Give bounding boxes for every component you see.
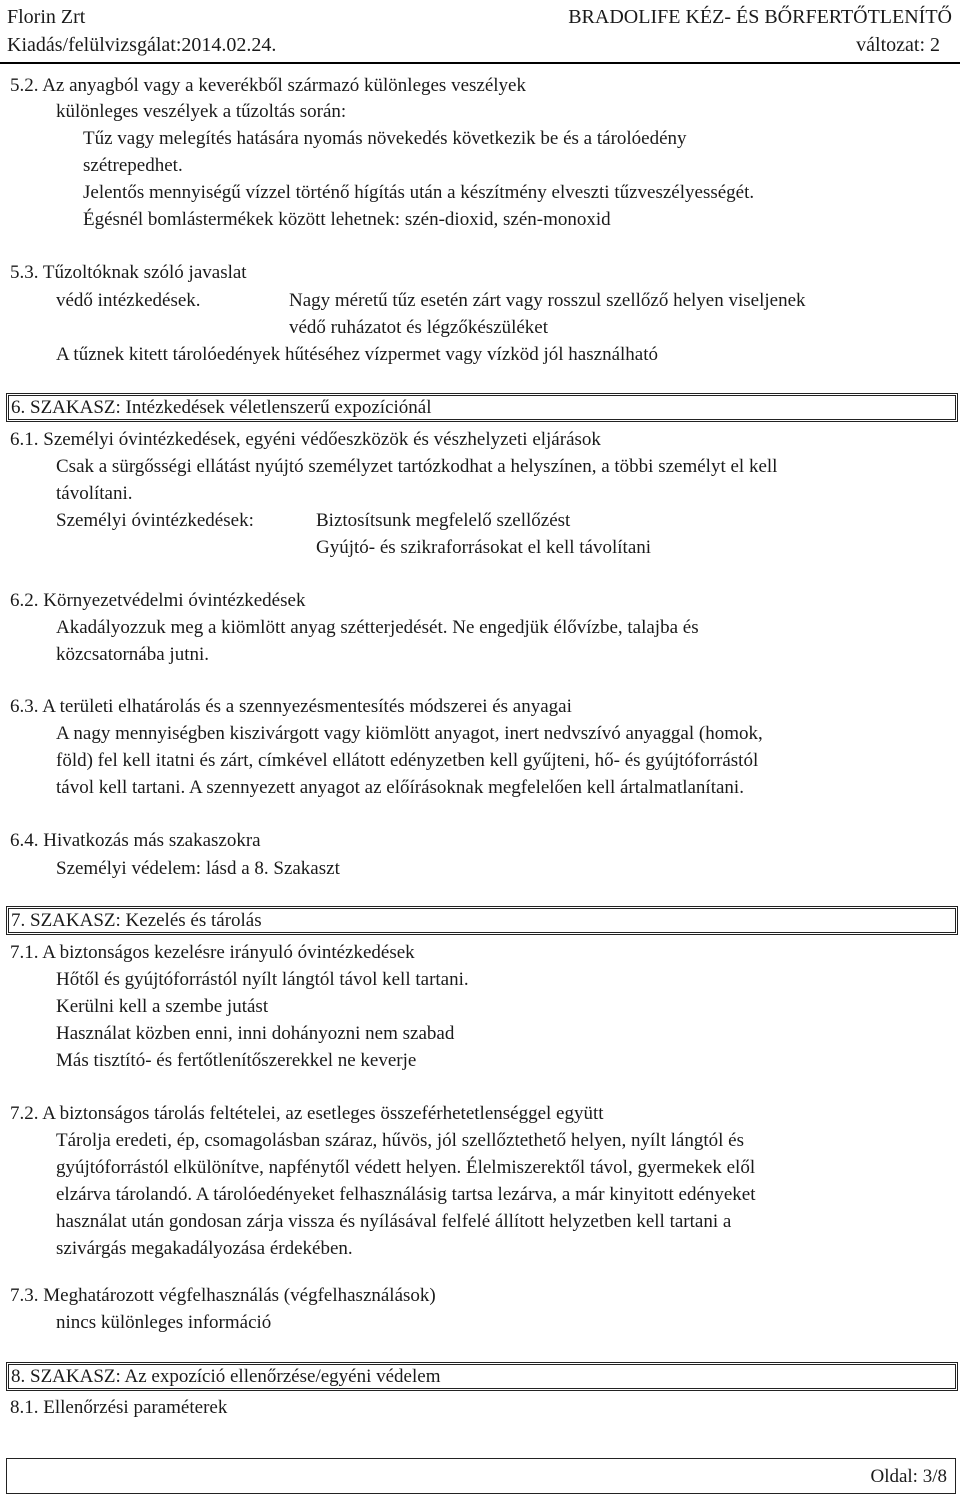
- text-line: Tárolja eredeti, ép, csomagolásban száraz, hűvös, jól szellőztethető helyen, nyílt lángtól és: [56, 1130, 744, 1151]
- section-5-3-label: védő intézkedések.: [56, 290, 201, 311]
- header-divider: [0, 62, 960, 64]
- text-line: szivárgás megakadályozása érdekében.: [56, 1238, 353, 1259]
- section-6-1-title: 6.1. Személyi óvintézkedések, egyéni védőeszközök és vészhelyzeti eljárások: [10, 429, 601, 450]
- section-7-heading: 7. SZAKASZ: Kezelés és tárolás: [8, 908, 956, 933]
- section-7-2-title: 7.2. A biztonságos tárolás feltételei, az esetleges összeférhetetlenséggel együtt: [10, 1103, 604, 1124]
- section-5-2-subtitle: különleges veszélyek a tűzoltás során:: [56, 101, 347, 122]
- text-line: nincs különleges információ: [56, 1312, 272, 1333]
- text-line: Kerülni kell a szembe jutást: [56, 996, 269, 1017]
- text-line: Személyi védelem: lásd a 8. Szakaszt: [56, 858, 340, 879]
- header-row-1: [7, 4, 952, 31]
- text-line: Más tisztító- és fertőtlenítőszerekkel ne keverje: [56, 1050, 417, 1071]
- text-line: közcsatornába jutni.: [56, 644, 210, 665]
- section-5-2-title: 5.2. Az anyagból vagy a keverékből származó különleges veszélyek: [10, 75, 526, 96]
- text-line: használat után gondosan zárja vissza és nyílásával felfelé állított helyzetben kell tartani a: [56, 1211, 732, 1232]
- text-line: Nagy méretű tűz esetén zárt vagy rosszul szellőző helyen viseljenek: [289, 290, 806, 311]
- version: változat: 2: [856, 34, 940, 56]
- text-line: elzárva tárolandó. A tárolóedényeket felhasználásig tartsa lezárva, a már kinyitott edényeket: [56, 1184, 756, 1205]
- section-6-2-title: 6.2. Környezetvédelmi óvintézkedések: [10, 590, 306, 611]
- section-6-heading: 6. SZAKASZ: Intézkedések véletlenszerű expozíciónál: [8, 395, 956, 420]
- text-line: távol kell tartani. A szennyezett anyagot az előírásoknak megfelelően kell ártalmatlanítani.: [56, 777, 744, 798]
- text-line: Égésnél bomlástermékek között lehetnek: szén-dioxid, szén-monoxid: [83, 209, 611, 230]
- text-line: Hőtől és gyújtóforrástól nyílt lángtól távol kell tartani.: [56, 969, 469, 990]
- section-6-4-title: 6.4. Hivatkozás más szakaszokra: [10, 830, 261, 851]
- section-8-heading: 8. SZAKASZ: Az expozíció ellenőrzése/egyéni védelem: [8, 1364, 956, 1389]
- section-5-3-title: 5.3. Tűzoltóknak szóló javaslat: [10, 262, 247, 283]
- text-line: Jelentős mennyiségű vízzel történő hígítás után a készítmény elveszti tűzveszélyességét.: [83, 182, 755, 203]
- text-line: védő ruházatot és légzőkészüléket: [289, 317, 549, 338]
- text-line: föld) fel kell itatni és zárt, címkével ellátott edényzetben kell gyűjteni, hő- és gyújtóforrástól: [56, 750, 759, 771]
- text-line: szétrepedhet.: [83, 155, 183, 176]
- text-line: Használat közben enni, inni dohányozni nem szabad: [56, 1023, 455, 1044]
- page-number: Oldal: 3/8: [870, 1466, 947, 1487]
- section-7-1-title: 7.1. A biztonságos kezelésre irányuló óvintézkedések: [10, 942, 415, 963]
- section-6-1-label: Személyi óvintézkedések:: [56, 510, 254, 531]
- text-line: Gyújtó- és szikraforrásokat el kell távolítani: [316, 537, 652, 558]
- text-line: A tűznek kitett tárolóedények hűtéséhez vízpermet vagy vízköd jól használható: [56, 344, 658, 365]
- text-line: távolítani.: [56, 483, 133, 504]
- product-name: BRADOLIFE KÉZ- ÉS BŐRFERTŐTLENÍTŐ: [568, 6, 952, 28]
- section-6-3-title: 6.3. A területi elhatárolás és a szennyezésmentesítés módszerei és anyagai: [10, 696, 572, 717]
- company-name: Florin Zrt: [7, 6, 86, 28]
- text-line: gyújtóforrástól elkülönítve, napfénytől védett helyen. Élelmiszerektől távol, gyermekek elől: [56, 1157, 756, 1178]
- text-line: Biztosítsunk megfelelő szellőzést: [316, 510, 571, 531]
- text-line: Csak a sürgősségi ellátást nyújtó személyzet tartózkodhat a helyszínen, a többi személyt el kell: [56, 456, 778, 477]
- text-line: A nagy mennyiségben kiszivárgott vagy kiömlött anyagot, inert nedvszívó anyaggal (homok,: [56, 723, 763, 744]
- text-line: Akadályozzuk meg a kiömlött anyag szétterjedését. Ne engedjük élővízbe, talajba és: [56, 617, 699, 638]
- section-8-1-title: 8.1. Ellenőrzési paraméterek: [10, 1397, 228, 1418]
- header-row-2: [7, 32, 952, 59]
- text-line: Tűz vagy melegítés hatására nyomás növekedés következik be és a tárolóedény: [83, 128, 687, 149]
- section-7-3-title: 7.3. Meghatározott végfelhasználás (végfelhasználások): [10, 1285, 436, 1306]
- page-footer: [6, 1458, 956, 1494]
- issue-date: Kiadás/felülvizsgálat:2014.02.24.: [7, 34, 277, 56]
